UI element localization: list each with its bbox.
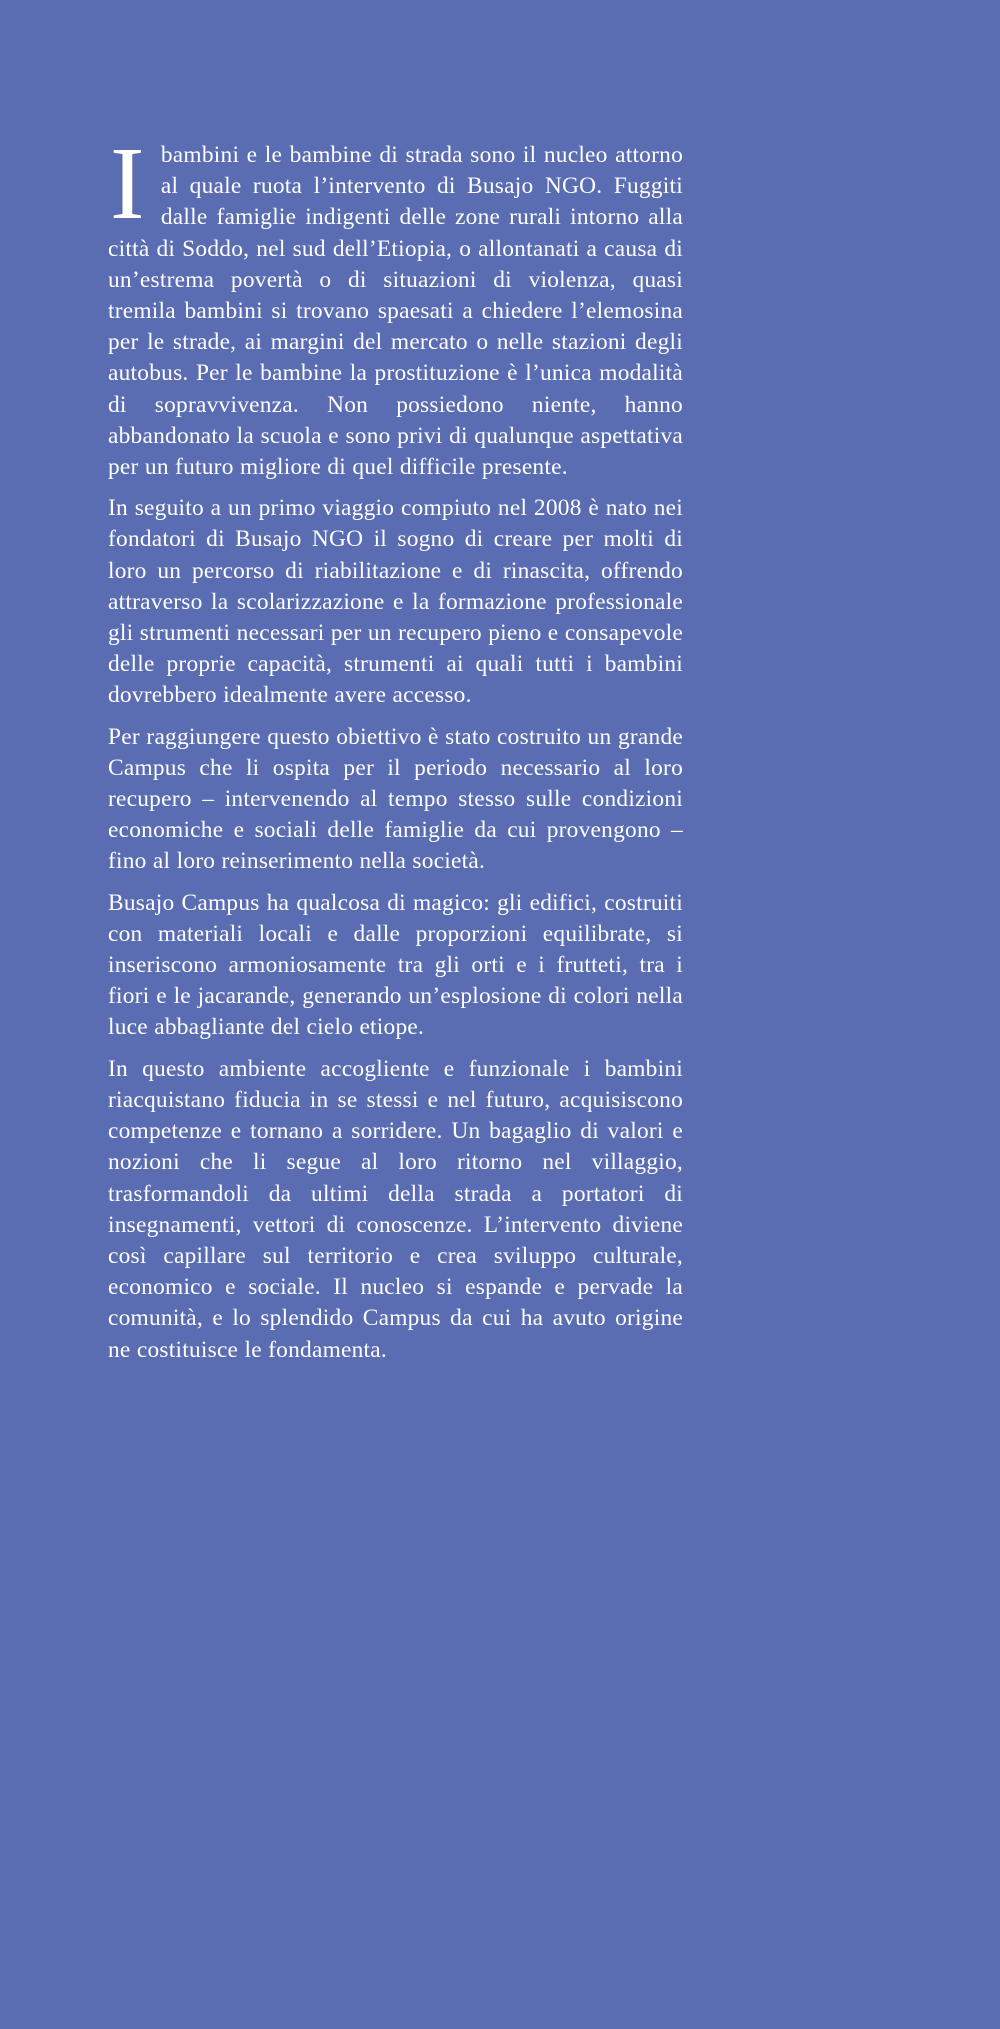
paragraph-1 bbox=[108, 126, 683, 483]
paragraph-5: In questo ambiente accogliente e funzionale i bambini riacquistano fiducia in se stessi e nel futuro, acquisiscono competenze e tornano a sorridere. Un bagaglio di valori e nozioni che li segue al loro ritorno nel villaggio, trasformandoli da ultimi della strada a portatori di insegnamenti, vettori di conoscenze. L’intervento diviene così capillare sul territorio e crea sviluppo culturale, economico e sociale. Il nucleo si espande e pervade la comunità, e lo splendido Campus da cui ha avuto origine ne costituisce le fondamenta. bbox=[108, 1055, 683, 1363]
paragraph-3: Per raggiungere questo obiettivo è stato costruito un grande Campus che li ospita per il periodo necessario al loro recupero – intervenendo al tempo stesso sulle condizioni economiche e sociali delle famiglie da cui provengono – fino al loro reinserimento nella società. bbox=[108, 723, 683, 875]
paragraph-1-text: bambini e le bambine di strada sono il nucleo attorno al quale ruota l’intervento di Busajo NGO. Fuggiti dalle famiglie indigenti delle zone rurali intorno alla città di Soddo, nel sud dell’Etiopia, o allontanati a causa di un’estrema povertà o di situazioni di violenza, quasi tremila bambini si trovano spaesati a chiedere l’elemosina per le strade, ai margini del mercato o nelle stazioni degli autobus. Per le bambine la prostituzione è l’unica modalità di sopravvivenza. Non possiedono niente, hanno abbandonato la scuola e sono privi di qualunque aspettativa per un futuro migliore di quel difficile presente. bbox=[108, 142, 683, 481]
drop-cap-i: I bbox=[110, 126, 145, 241]
paragraph-2: In seguito a un primo viaggio compiuto nel 2008 è nato nei fondatori di Busajo NGO il sogno di creare per molti di loro un percorso di riabilitazione e di rinascita, offrendo attraverso la scolarizzazione e la formazione professionale gli strumenti necessari per un recupero pieno e consapevole delle proprie capacità, strumenti ai quali tutti i bambini dovrebbero idealmente avere accesso. bbox=[108, 495, 683, 709]
text-column bbox=[108, 126, 683, 1366]
paragraph-4: Busajo Campus ha qualcosa di magico: gli edifici, costruiti con materiali locali e dalle proporzioni equilibrate, si inseriscono armoniosamente tra gli orti e i frutteti, tra i fiori e le jacarande, generando un’esplosione di colori nella luce abbagliante del cielo etiope. bbox=[108, 889, 683, 1041]
